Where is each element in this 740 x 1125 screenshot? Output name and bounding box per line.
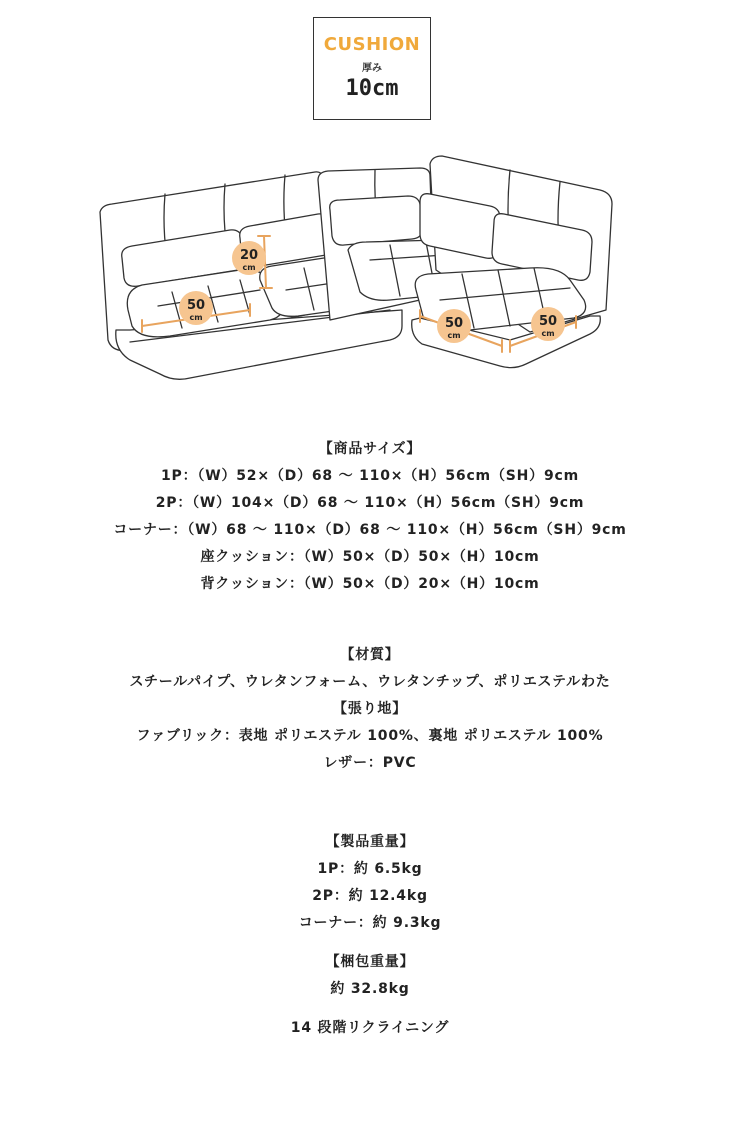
upholstery-fabric: ファブリック：表地 ポリエステル 100%、裏地 ポリエステル 100% [136,728,604,744]
thickness-label: 厚み [362,63,382,74]
badge-50-mid-unit: cm [447,331,461,340]
badge-50-left-value: 50 [186,298,206,313]
weight-line-corner: コーナー：約 9.3kg [298,915,442,931]
badge-20-value: 20 [239,248,259,263]
badge-50-right-unit: cm [541,329,555,338]
upholstery-heading: 【張り地】 [333,701,407,717]
size-line-seat-cushion: 座クッション：（W）50×（D）50×（H）10cm [200,549,540,565]
spec-section [0,436,740,1042]
material-heading: 【材質】 [340,647,400,663]
cushion-title: CUSHION [323,34,421,55]
cushion-thickness-box [313,17,431,120]
size-line-corner: コーナー：（W）68 ～ 110×（D）68 ～ 110×（H）56cm（SH）9cm [113,522,627,538]
material-text: スチールパイプ、ウレタンフォーム、ウレタンチップ、ポリエステルわた [129,674,611,690]
size-line-2p: 2P：（W）104×（D）68 ～ 110×（H）56cm（SH）9cm [155,495,585,511]
badge-20-unit: cm [242,263,256,272]
size-line-back-cushion: 背クッション：（W）50×（D）20×（H）10cm [200,576,540,592]
package-heading: 【梱包重量】 [325,954,415,970]
recline-text: 14 段階リクライニング [290,1020,450,1036]
thickness-value: 10cm [345,76,399,101]
package-text: 約 32.8kg [330,981,410,997]
size-heading: 【商品サイズ】 [318,441,422,457]
badge-50-left-unit: cm [189,313,203,322]
upholstery-leather: レザー：PVC [323,755,417,771]
badge-50-mid-value: 50 [444,316,464,331]
size-line-1p: 1P：（W）52×（D）68 ～ 110×（H）56cm（SH）9cm [161,468,579,484]
weight-line-1p: 1P：約 6.5kg [317,861,423,877]
weight-heading: 【製品重量】 [325,834,415,850]
weight-line-2p: 2P：約 12.4kg [312,888,428,904]
badge-50-right-value: 50 [538,314,558,329]
sofa-illustration [90,150,650,400]
